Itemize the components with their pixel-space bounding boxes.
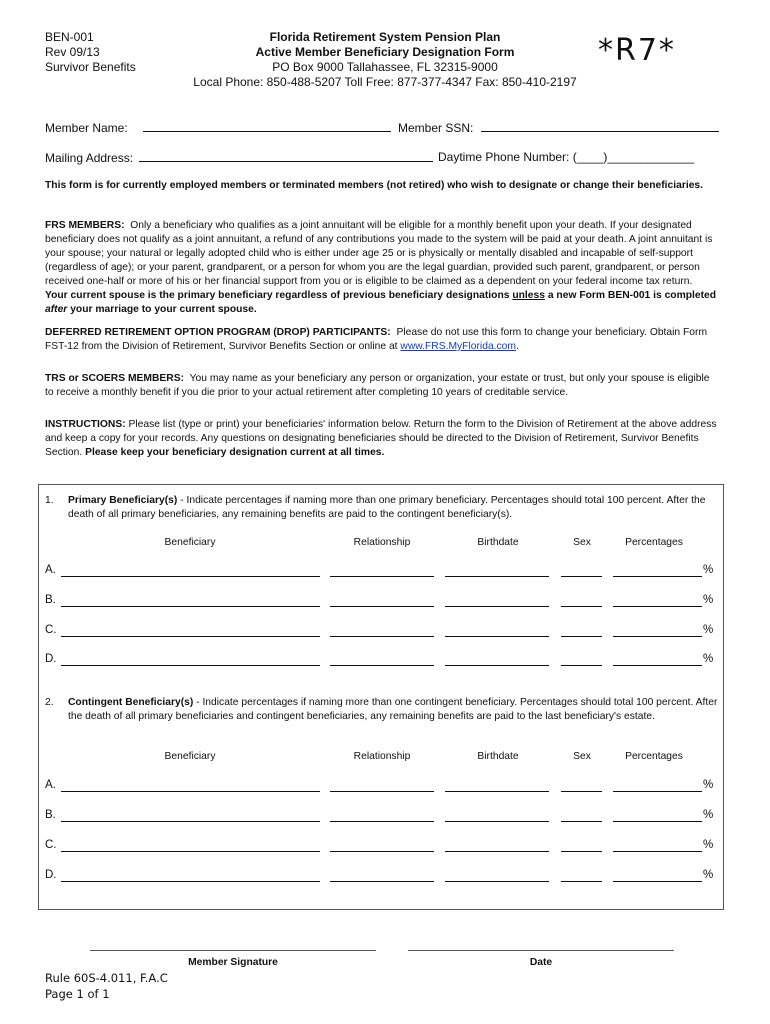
- primary-beneficiary-input[interactable]: [61, 665, 320, 666]
- primary-sex-input[interactable]: [561, 606, 602, 607]
- member-signature-line[interactable]: [90, 950, 376, 951]
- primary-row-label: C.: [45, 624, 57, 636]
- contingent-percent-sign: %: [703, 839, 714, 851]
- primary-column-beneficiary: Beneficiary: [164, 537, 216, 548]
- contingent-relationship-input[interactable]: [330, 851, 434, 852]
- rule-reference: Rule 60S-4.011, F.A.C: [45, 971, 168, 985]
- contingent-percentage-input[interactable]: [613, 881, 702, 882]
- contingent-relationship-input[interactable]: [330, 881, 434, 882]
- primary-row-label: A.: [45, 564, 56, 576]
- primary-relationship-input[interactable]: [330, 636, 434, 637]
- contingent-relationship-input[interactable]: [330, 821, 434, 822]
- contingent-beneficiary-input[interactable]: [61, 791, 320, 792]
- primary-percentage-input[interactable]: [613, 636, 702, 637]
- primary-description: Primary Beneficiary(s) - Indicate percentages if naming more than one primary beneficiary. Percentages should total 100 percent. After the death of all primary beneficiaries, any remaining benefits are paid to the contingent beneficiary(s).: [68, 495, 706, 520]
- contingent-column-relationship: Relationship: [353, 751, 411, 762]
- contingent-birthdate-input[interactable]: [445, 821, 549, 822]
- contingent-column-sex: Sex: [573, 751, 591, 762]
- primary-birthdate-input[interactable]: [445, 636, 549, 637]
- contingent-description: Contingent Beneficiary(s) - Indicate percentages if naming more than one contingent beneficiary. Percentages should total 100 percent. After the death of all primary beneficiaries and contingent beneficiaries, any remaining benefits are paid to the last beneficiary's estate.: [68, 697, 718, 722]
- primary-beneficiary-input[interactable]: [61, 606, 320, 607]
- contingent-column-birthdate: Birthdate: [477, 751, 519, 762]
- form-subtitle: Active Member Beneficiary Designation Form: [255, 45, 515, 59]
- primary-column-birthdate: Birthdate: [477, 537, 519, 548]
- primary-number: 1.: [45, 495, 54, 506]
- primary-birthdate-input[interactable]: [445, 576, 549, 577]
- contingent-percent-sign: %: [703, 779, 714, 791]
- primary-percentage-input[interactable]: [613, 606, 702, 607]
- drop-heading: DEFERRED RETIREMENT OPTION PROGRAM (DROP) PARTICIPANTS:: [45, 327, 391, 338]
- contingent-birthdate-input[interactable]: [445, 791, 549, 792]
- intro-text: This form is for currently employed members or terminated members (not retired) who wish to designate or change their beneficiaries.: [45, 180, 704, 191]
- trs-section: TRS or SCOERS MEMBERS: You may name as your beneficiary any person or organization, your estate or trust, but only your spouse is eligible to receive a monthly benefit if you die prior to your actual retirement after completing 10 years of creditable service.: [45, 373, 710, 398]
- contingent-percentage-input[interactable]: [613, 791, 702, 792]
- primary-relationship-input[interactable]: [330, 665, 434, 666]
- primary-beneficiary-input[interactable]: [61, 636, 320, 637]
- agency-phones: Local Phone: 850-488-5207 Toll Free: 877-377-4347 Fax: 850-410-2197: [193, 75, 577, 89]
- form-code: *R7*: [598, 33, 676, 68]
- agency-address: PO Box 9000 Tallahassee, FL 32315-9000: [272, 60, 498, 74]
- contingent-percentage-input[interactable]: [613, 821, 702, 822]
- member-ssn-label: Member SSN:: [398, 121, 474, 135]
- contingent-sex-input[interactable]: [561, 851, 602, 852]
- primary-column-sex: Sex: [573, 537, 591, 548]
- contingent-sex-input[interactable]: [561, 821, 602, 822]
- frs-heading: FRS MEMBERS:: [45, 220, 125, 231]
- primary-relationship-input[interactable]: [330, 576, 434, 577]
- contingent-percentage-input[interactable]: [613, 851, 702, 852]
- primary-row-label: B.: [45, 594, 56, 606]
- primary-percent-sign: %: [703, 624, 714, 636]
- contingent-sex-input[interactable]: [561, 791, 602, 792]
- contingent-column-percentages: Percentages: [625, 751, 683, 762]
- contingent-percent-sign: %: [703, 809, 714, 821]
- primary-row-label: D.: [45, 653, 57, 665]
- contingent-relationship-input[interactable]: [330, 791, 434, 792]
- primary-percentage-input[interactable]: [613, 576, 702, 577]
- member-signature-label: Member Signature: [188, 957, 278, 968]
- form-title: Florida Retirement System Pension Plan: [269, 30, 501, 44]
- mailing-address-label: Mailing Address:: [45, 151, 134, 165]
- mailing-address-field[interactable]: [45, 150, 433, 165]
- instructions-section: INSTRUCTIONS: Please list (type or print) your beneficiaries' information below. Return the form to the Division of Retirement at the above address and keep a copy for your records. Any questions on designating beneficiaries should be directed to the Division of Retirement, Survivor Benefits Section. Please keep your beneficiary designation current at all times.: [45, 419, 717, 458]
- contingent-sex-input[interactable]: [561, 881, 602, 882]
- date-line[interactable]: [408, 950, 674, 951]
- member-name-field[interactable]: [45, 120, 391, 135]
- primary-sex-input[interactable]: [561, 576, 602, 577]
- daytime-phone-label: Daytime Phone Number: (____): [438, 150, 608, 164]
- frs-members-section: FRS MEMBERS: Only a beneficiary who qualifies as a joint annuitant will be eligible for a monthly benefit upon your death. If your designated beneficiary does not qualify as a joint annuitant, a refund of any contributions you made to the system will be paid at your death. A joint annuitant is your spouse; your natural or legally adopted child who is either under age 25 or is physically or mentally disabled and incapable of self-support (regardless of age); or your parent, grandparent, or a person for whom you are the legal guardian, provided such parent, grandparent, or person received one-half or more of his or her financial support from you or is eligible to be claimed as a dependent on your federal income tax return. Your current spouse is the primary beneficiary regardless of previous beneficiary designations unless a new Form BEN-001 is completed after your marriage to your current spouse.: [45, 220, 717, 315]
- form-id-block: [45, 30, 136, 75]
- contingent-row-label: A.: [45, 779, 56, 791]
- form-revision: Rev 09/13: [45, 45, 100, 59]
- primary-percent-sign: %: [703, 653, 714, 665]
- primary-column-percentages: Percentages: [625, 537, 683, 548]
- member-ssn-input[interactable]: [481, 120, 719, 132]
- primary-percent-sign: %: [703, 564, 714, 576]
- frs-text: Only a beneficiary who qualifies as a joint annuitant will be eligible for a monthly benefit upon your death. If your designated beneficiary does not qualify as a joint annuitant, a refund of any contributions you made to the system will be paid at your death. A joint annuitant is your spouse; your natural or legally adopted child who is either under age 25 or is physically or mentally disabled and incapable of self-support (regardless of age); or your parent, grandparent, or a person for whom you are the legal guardian, provided such parent, grandparent, or person received one-half or more of his or her financial support from you or is eligible to be claimed as a dependent on your federal income tax return.: [45, 220, 713, 287]
- primary-relationship-input[interactable]: [330, 606, 434, 607]
- contingent-beneficiary-input[interactable]: [61, 851, 320, 852]
- contingent-column-beneficiary: Beneficiary: [164, 751, 216, 762]
- primary-sex-input[interactable]: [561, 665, 602, 666]
- contingent-beneficiary-input[interactable]: [61, 881, 320, 882]
- primary-percent-sign: %: [703, 594, 714, 606]
- instructions-heading: INSTRUCTIONS:: [45, 419, 126, 430]
- contingent-percent-sign: %: [703, 869, 714, 881]
- trs-heading: TRS or SCOERS MEMBERS:: [45, 373, 185, 384]
- primary-birthdate-input[interactable]: [445, 665, 549, 666]
- member-name-label: Member Name:: [45, 121, 128, 135]
- frs-website-link[interactable]: www.FRS.MyFlorida.com: [400, 341, 516, 352]
- page-number: Page 1 of 1: [45, 987, 110, 1001]
- mailing-address-input[interactable]: [139, 150, 433, 162]
- contingent-birthdate-input[interactable]: [445, 851, 549, 852]
- member-name-input[interactable]: [143, 120, 391, 132]
- daytime-phone-input[interactable]: _____________: [607, 150, 695, 164]
- contingent-row-label: D.: [45, 869, 57, 881]
- primary-column-relationship: Relationship: [353, 537, 411, 548]
- contingent-beneficiary-input[interactable]: [61, 821, 320, 822]
- form-department: Survivor Benefits: [45, 60, 136, 74]
- daytime-phone-field[interactable]: [438, 150, 694, 164]
- primary-sex-input[interactable]: [561, 636, 602, 637]
- footer: [45, 970, 168, 1002]
- primary-beneficiary-input[interactable]: [61, 576, 320, 577]
- contingent-row-label: C.: [45, 839, 57, 851]
- date-label: Date: [529, 957, 553, 968]
- contingent-number: 2.: [45, 697, 54, 708]
- drop-section: DEFERRED RETIREMENT OPTION PROGRAM (DROP) PARTICIPANTS: Please do not use this form to change your beneficiary. Obtain Form FST-12 from the Division of Retirement, Survivor Benefits Section or online at www.FRS.MyFlorida.com.: [45, 327, 708, 352]
- primary-percentage-input[interactable]: [613, 665, 702, 666]
- primary-birthdate-input[interactable]: [445, 606, 549, 607]
- contingent-birthdate-input[interactable]: [445, 881, 549, 882]
- form-header: [160, 30, 610, 90]
- contingent-heading: Contingent Beneficiary(s): [68, 697, 194, 708]
- contingent-row-label: B.: [45, 809, 56, 821]
- form-id: BEN-001: [45, 30, 94, 44]
- member-ssn-field[interactable]: [398, 120, 719, 135]
- primary-heading: Primary Beneficiary(s): [68, 495, 178, 506]
